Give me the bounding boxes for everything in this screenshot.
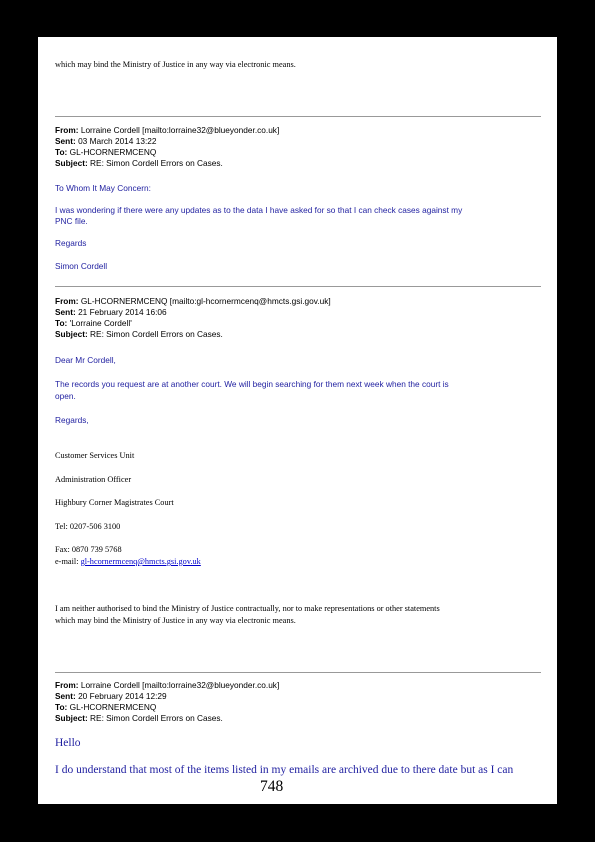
subject-label: Subject:	[55, 713, 88, 723]
email1-from-line	[55, 125, 279, 135]
subject-label: Subject:	[55, 158, 88, 168]
email2-body-line1: The records you request are at another court. We will begin searching for them next week when the court is	[55, 379, 449, 389]
email1-from: Lorraine Cordell [mailto:lorraine32@blueyonder.co.uk]	[80, 125, 280, 135]
to-label: To:	[55, 702, 68, 712]
to-label: To:	[55, 147, 68, 157]
email2-body-line2: open.	[55, 391, 76, 401]
email1-to: GL-HCORNERMCENQ	[69, 147, 157, 157]
email1-body-line1: I was wondering if there were any updates as to the data I have asked for so that I can check cases against my	[55, 205, 463, 215]
from-label: From:	[55, 125, 79, 135]
email1-closing: Regards	[55, 238, 87, 248]
sent-label: Sent:	[55, 307, 76, 317]
email3-subject-line	[55, 713, 223, 723]
email3-body-line1: I do understand that most of the items listed in my emails are archived due to there date but as I can	[55, 764, 514, 776]
disclaimer-continuation: which may bind the Ministry of Justice in any way via electronic means.	[55, 60, 296, 69]
email1-sent: 03 March 2014 13:22	[78, 136, 157, 146]
email1-sent-line	[55, 136, 156, 146]
email3-greeting: Hello	[55, 737, 81, 749]
email2-to: 'Lorraine Cordell'	[69, 318, 132, 328]
email1-body-line2: PNC file.	[55, 216, 88, 226]
email-label: e-mail:	[55, 557, 81, 566]
signature-tel: Tel: 0207-506 3100	[55, 522, 121, 531]
separator-rule	[55, 672, 541, 673]
email2-subject: RE: Simon Cordell Errors on Cases.	[90, 329, 223, 339]
separator-rule	[55, 116, 541, 117]
email2-from: GL-HCORNERMCENQ [mailto:gl-hcornermcenq@hmcts.gsi.gov.uk]	[80, 296, 331, 306]
email3-from-line	[55, 680, 279, 690]
email2-sent-line	[55, 307, 167, 317]
sent-label: Sent:	[55, 136, 76, 146]
sent-label: Sent:	[55, 691, 76, 701]
from-label: From:	[55, 680, 79, 690]
email2-greeting: Dear Mr Cordell,	[55, 355, 116, 365]
subject-label: Subject:	[55, 329, 88, 339]
signature-unit: Customer Services Unit	[55, 451, 135, 460]
email3-subject: RE: Simon Cordell Errors on Cases.	[90, 713, 223, 723]
document-page	[38, 37, 557, 804]
disclaimer-line1: I am neither authorised to bind the Ministry of Justice contractually, nor to make representations or other statements	[55, 604, 440, 613]
email3-sent: 20 February 2014 12:29	[78, 691, 167, 701]
page-number: 748	[260, 778, 284, 795]
email1-subject-line	[55, 158, 223, 168]
email1-greeting: To Whom It May Concern:	[55, 183, 151, 193]
email2-to-line	[55, 318, 132, 328]
signature-court: Highbury Corner Magistrates Court	[55, 498, 174, 507]
email2-sent: 21 February 2014 16:06	[78, 307, 167, 317]
separator-rule	[55, 286, 541, 287]
email3-from: Lorraine Cordell [mailto:lorraine32@blueyonder.co.uk]	[80, 680, 280, 690]
email2-closing: Regards,	[55, 415, 89, 425]
disclaimer-line2: which may bind the Ministry of Justice in any way via electronic means.	[55, 616, 296, 625]
email2-from-line	[55, 296, 331, 306]
email3-to-line	[55, 702, 156, 712]
signature-fax: Fax: 0870 739 5768	[55, 545, 122, 554]
from-label: From:	[55, 296, 79, 306]
to-label: To:	[55, 318, 68, 328]
email1-to-line	[55, 147, 156, 157]
email3-to: GL-HCORNERMCENQ	[69, 702, 157, 712]
email1-signature: Simon Cordell	[55, 261, 108, 271]
email2-subject-line	[55, 329, 223, 339]
email1-subject: RE: Simon Cordell Errors on Cases.	[90, 158, 223, 168]
signature-email-line	[55, 557, 201, 566]
email3-sent-line	[55, 691, 167, 701]
signature-role: Administration Officer	[55, 475, 132, 484]
email-link[interactable]: gl-hcornermcenq@hmcts.gsi.gov.uk	[80, 557, 201, 566]
